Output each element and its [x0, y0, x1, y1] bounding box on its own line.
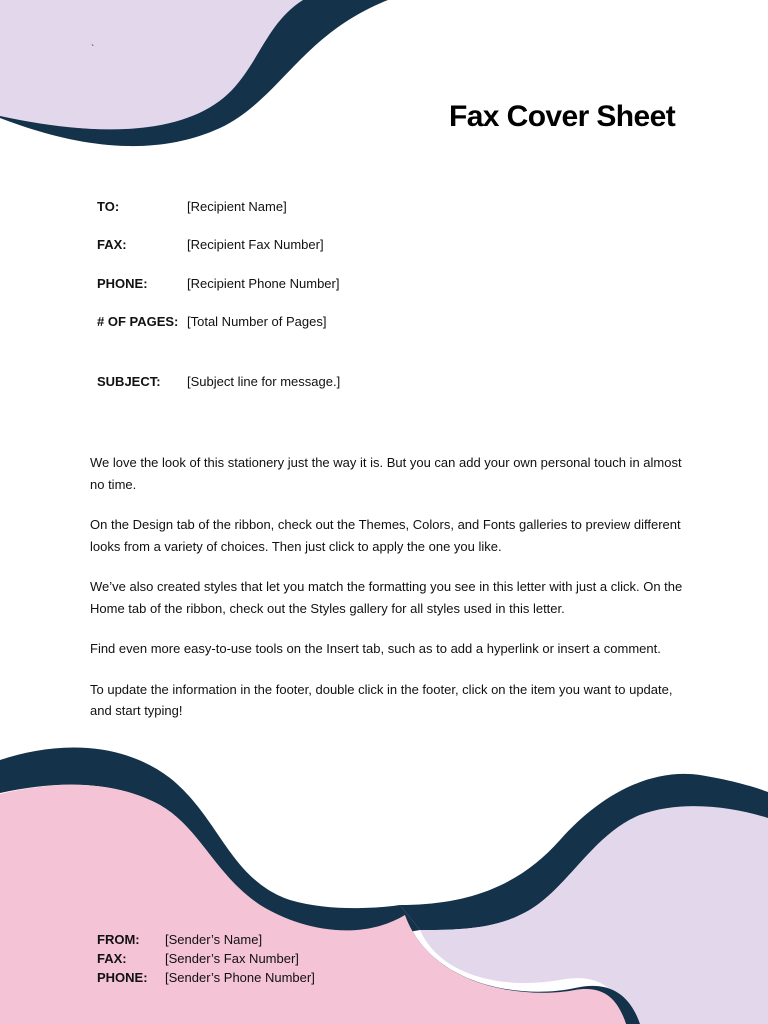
- sender-phone-label: PHONE:: [97, 970, 148, 985]
- phone-label: PHONE:: [97, 276, 148, 291]
- pages-value[interactable]: [Total Number of Pages]: [187, 314, 327, 329]
- body-paragraph[interactable]: To update the information in the footer, double click in the footer, click on the item you want to update, and start typing!: [90, 681, 673, 718]
- body-paragraph[interactable]: We’ve also created styles that let you match the formatting you see in this letter with just a click. On the Home tab of the ribbon, check out the Styles gallery for all styles used in this letter.: [90, 579, 683, 616]
- sender-from-value[interactable]: [Sender’s Name]: [165, 932, 263, 947]
- sender-fax-value[interactable]: [Sender’s Fax Number]: [165, 951, 299, 966]
- sender-phone-value[interactable]: [Sender’s Phone Number]: [165, 970, 315, 985]
- body-paragraph[interactable]: We love the look of this stationery just the way it is. But you can add your own personal touch in almost no time.: [90, 455, 682, 492]
- body-paragraph[interactable]: Find even more easy-to-use tools on the Insert tab, such as to add a hyperlink or insert a comment.: [90, 641, 661, 656]
- to-value[interactable]: [Recipient Name]: [187, 199, 287, 214]
- fax-label: FAX:: [97, 237, 127, 252]
- sender-from-label: FROM:: [97, 932, 140, 947]
- fax-value[interactable]: [Recipient Fax Number]: [187, 237, 324, 252]
- message-body: [90, 452, 690, 741]
- header-mark: `: [91, 44, 95, 55]
- subject-value[interactable]: [Subject line for message.]: [187, 374, 341, 389]
- subject-label: SUBJECT:: [97, 374, 161, 389]
- to-label: TO:: [97, 199, 120, 214]
- body-paragraph[interactable]: On the Design tab of the ribbon, check out the Themes, Colors, and Fonts galleries to preview different looks from a variety of choices. Then just click to apply the one you like.: [90, 517, 681, 554]
- page-title: Fax Cover Sheet: [449, 100, 676, 133]
- pages-label: # OF PAGES:: [97, 314, 179, 329]
- sender-fax-label: FAX:: [97, 951, 127, 966]
- phone-value[interactable]: [Recipient Phone Number]: [187, 276, 340, 291]
